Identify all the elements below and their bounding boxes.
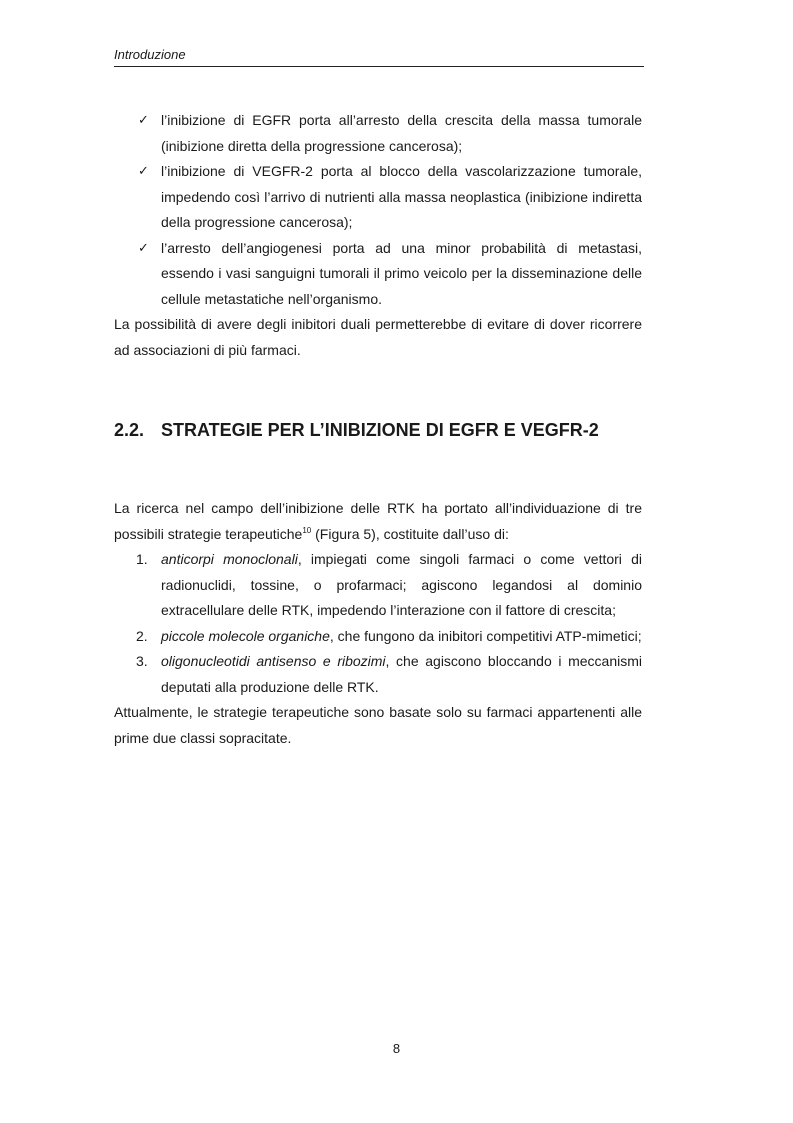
consequence-list: [114, 108, 642, 312]
intro-text-end: (Figura 5), costituite dall’uso di:: [311, 525, 509, 542]
list-item: [114, 108, 642, 159]
strategy-term: oligonucleotidi antisenso e ribozimi: [161, 653, 386, 669]
section-title: STRATEGIE PER L’INIBIZIONE DI EGFR E VEGFR-2: [161, 420, 599, 440]
list-number: 3.: [136, 653, 148, 669]
strategy-text: , che fungono da inibitori competitivi ATP-mimetici;: [329, 627, 642, 644]
page-header: [114, 46, 644, 67]
checkmark-icon: ✓: [138, 240, 149, 256]
page-number: 8: [392, 1041, 401, 1056]
body-top: [114, 108, 642, 363]
body-bottom: [114, 496, 642, 751]
list-number: 2.: [136, 627, 148, 644]
list-item-text: l’inibizione di VEGFR-2 porta al blocco della vascolarizzazione tumorale, impedendo così l’arrivo di nutrienti alla massa neoplastica (inibizione indiretta della progressione cancerosa);: [161, 163, 642, 230]
strategy-term: piccole molecole organiche: [161, 627, 330, 644]
intro-paragraph: [114, 496, 642, 547]
checkmark-icon: ✓: [138, 164, 149, 179]
section-number: 2.2.: [114, 420, 145, 440]
list-item: [114, 159, 642, 236]
section-heading: [114, 417, 599, 443]
strategy-text: , impiegati come singoli farmaci o come vettori di radionuclidi, tossine, o profarmaci; agiscono legandosi al dominio extracellulare delle RTK, impedendo l’interazione con il fattore di crescita;: [161, 551, 642, 618]
strategy-term: anticorpi monoclonali: [161, 551, 298, 567]
intro-text: La ricerca nel campo dell’inibizione delle RTK ha portato all’individuazione di tre possibili strategie terapeutiche: [114, 500, 642, 542]
checkmark-icon: ✓: [138, 113, 149, 128]
paragraph: La possibilità di avere degli inibitori duali permetterebbe di evitare di dover ricorrere ad associazioni di più farmaci.: [114, 316, 642, 358]
list-item: [114, 547, 642, 624]
list-item: [114, 649, 642, 700]
citation-ref: 10: [302, 525, 312, 535]
list-item: [114, 624, 642, 650]
list-item-text: l’arresto dell’angiogenesi porta ad una minor probabilità di metastasi, essendo i vasi sanguigni tumorali il primo veicolo per la disseminazione delle cellule metastatiche nell’organismo.: [161, 239, 642, 307]
paragraph: Attualmente, le strategie terapeutiche sono basate solo su farmaci appartenenti alle prime due classi sopracitate.: [114, 704, 642, 746]
list-item-text: l’inibizione di EGFR porta all’arresto della crescita della massa tumorale (inibizione diretta della progressione cancerosa);: [161, 112, 642, 154]
strategy-text: , che agiscono bloccando i meccanismi deputati alla produzione delle RTK.: [161, 653, 643, 695]
list-number: 1.: [136, 551, 148, 567]
strategy-list: [114, 547, 642, 700]
header-title: Introduzione: [114, 47, 186, 62]
list-item: [114, 236, 642, 313]
